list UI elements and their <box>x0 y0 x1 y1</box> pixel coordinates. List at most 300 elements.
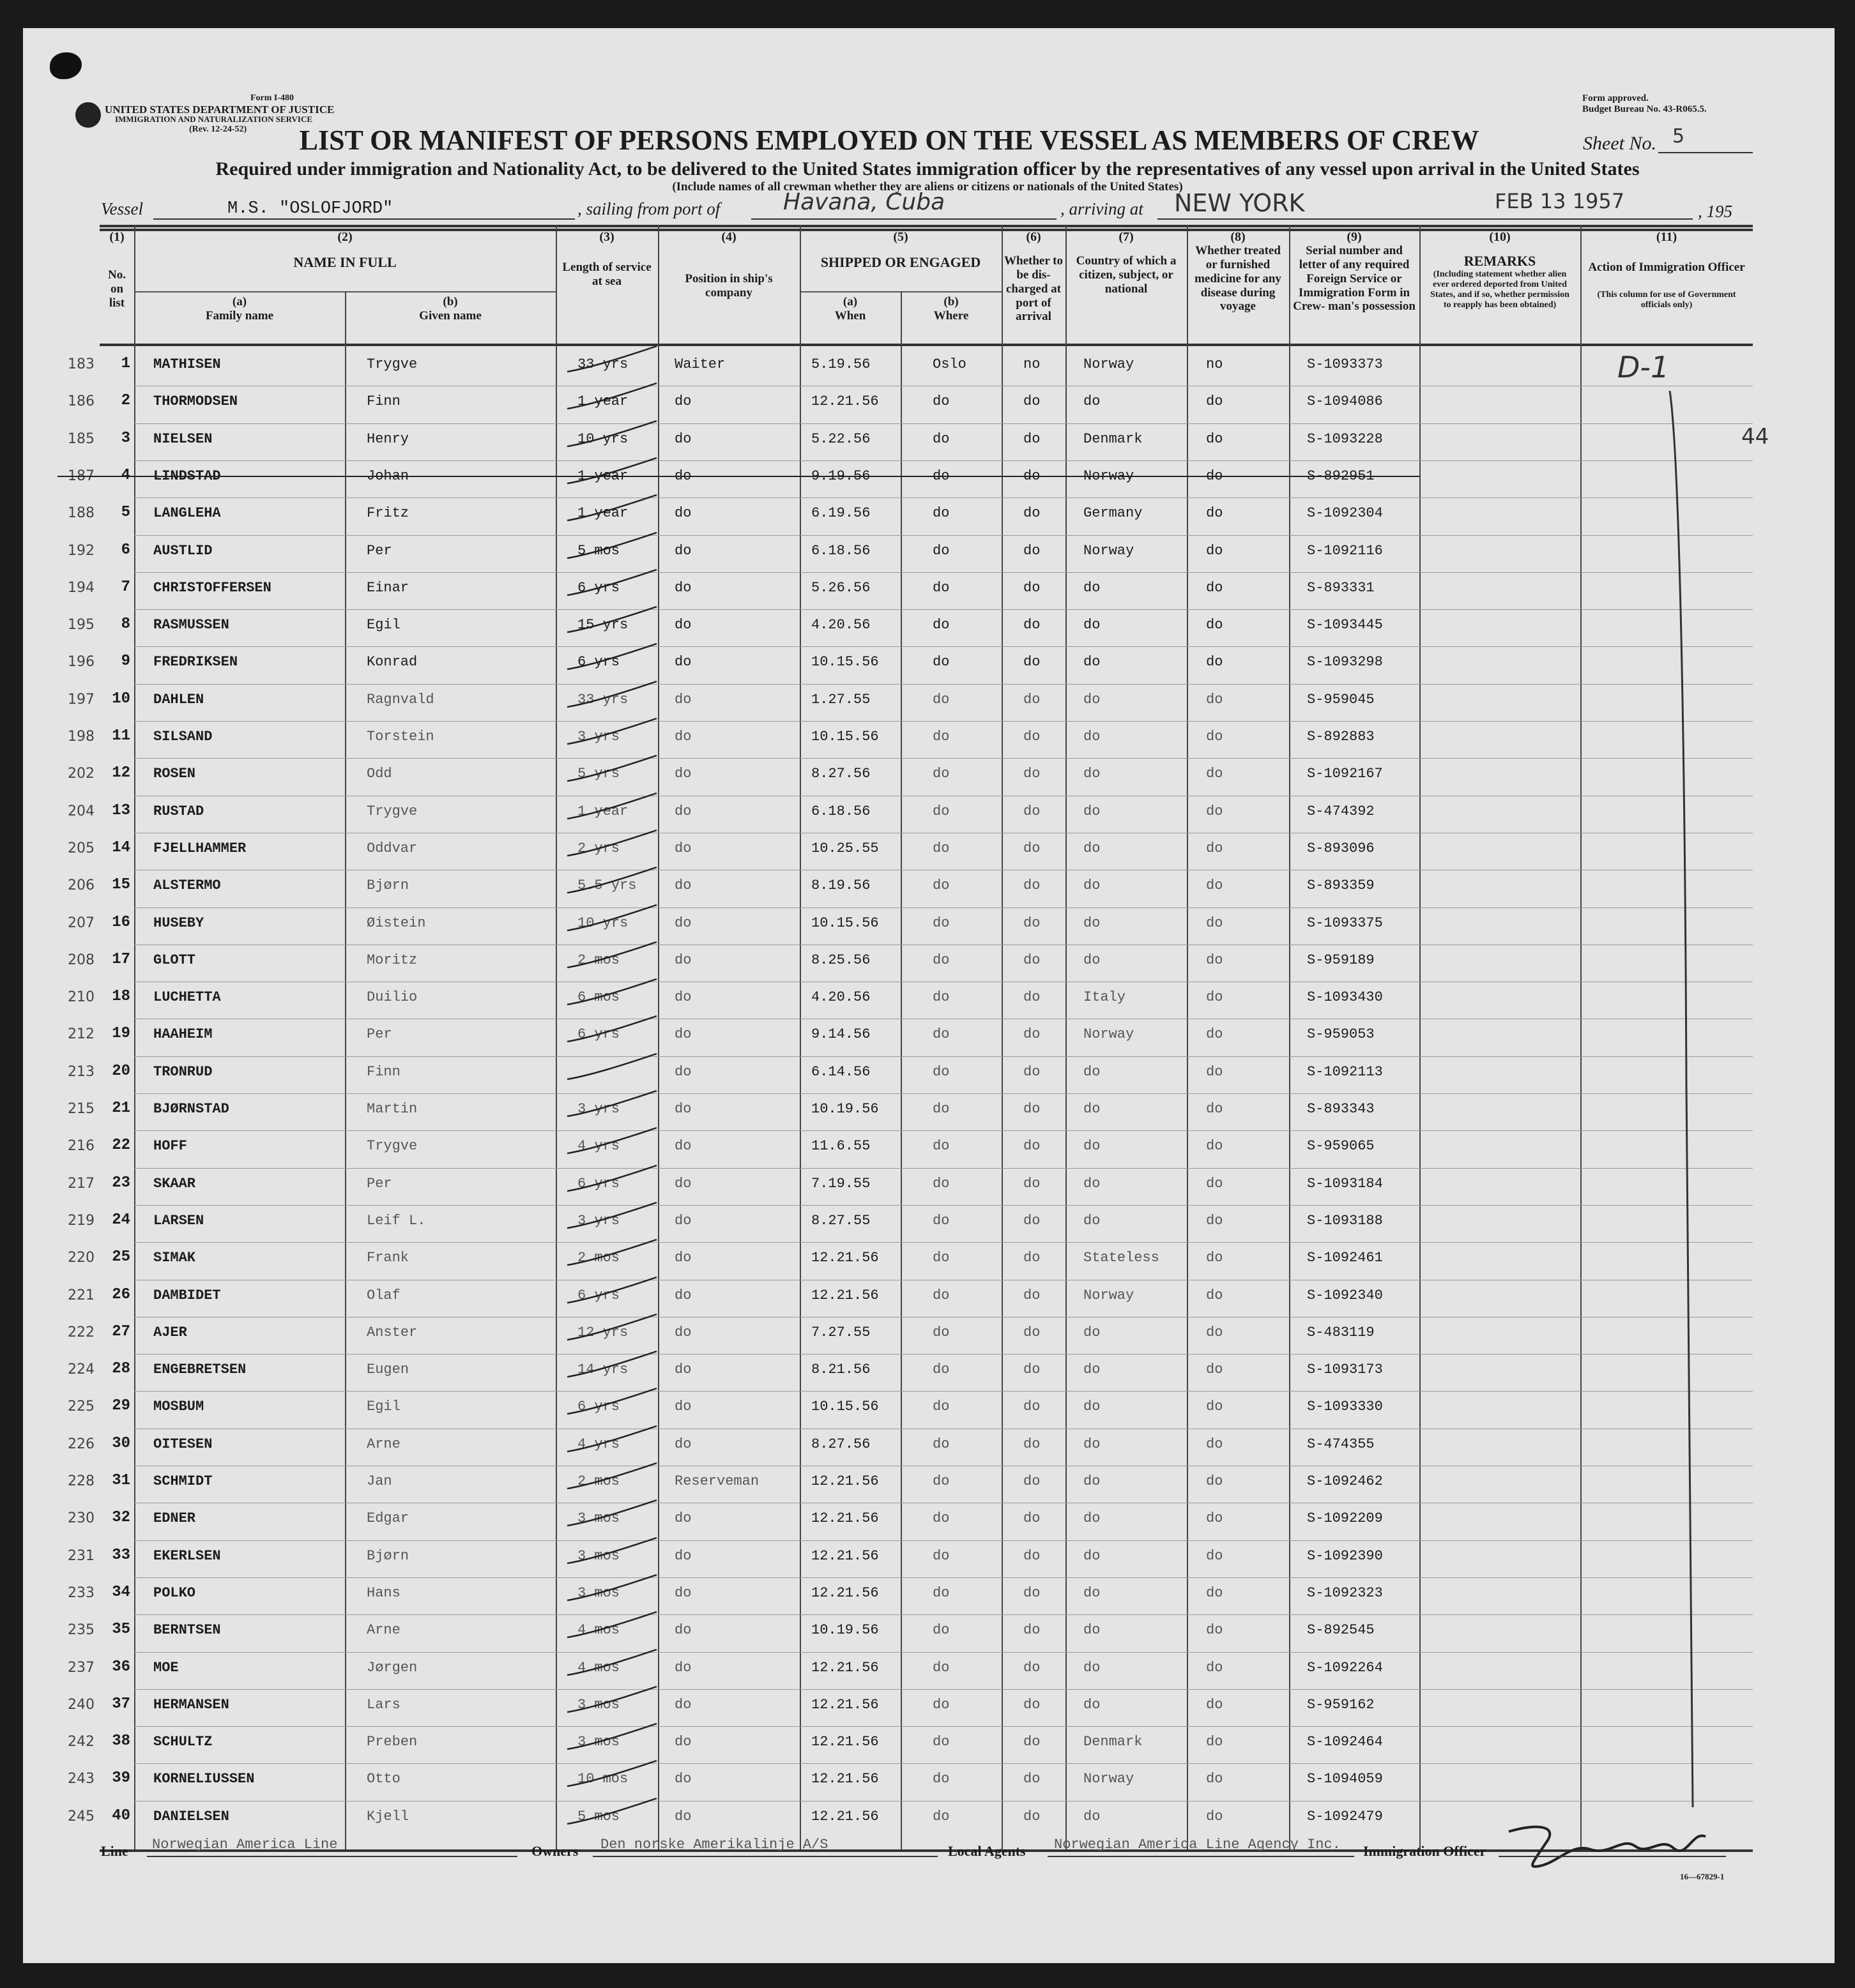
list-number: 245 <box>68 1809 95 1825</box>
cell-discharged: do <box>1023 468 1041 484</box>
row-rule <box>134 721 1753 722</box>
cell-given: Fritz <box>367 505 409 521</box>
cell-family: ENGEBRETSEN <box>153 1362 247 1377</box>
cell-position: do <box>675 431 692 447</box>
cell-medicine: do <box>1206 952 1223 968</box>
cell-family: DANIELSEN <box>153 1809 229 1825</box>
cell-position: do <box>675 1138 692 1154</box>
cell-discharged: do <box>1023 1399 1041 1415</box>
column-number-c6: (6) <box>1026 230 1041 244</box>
row-rule <box>134 646 1753 647</box>
cell-country: Norway <box>1083 356 1134 372</box>
service-checkmark <box>565 530 660 562</box>
row-number: 6 <box>121 542 130 559</box>
cell-given: Moritz <box>367 952 418 968</box>
cell-service: 33 yrs <box>577 692 629 708</box>
cell-serial: S-959053 <box>1307 1026 1375 1042</box>
cell-where: Oslo <box>933 356 966 372</box>
row-rule <box>134 423 1753 424</box>
year-prefix: , 195 <box>1698 202 1732 221</box>
owners-label: Owners <box>531 1843 579 1859</box>
cell-where: do <box>933 803 950 819</box>
cell-when: 6.18.56 <box>811 543 871 559</box>
column-rule <box>1065 225 1067 1849</box>
cell-service: 4 yrs <box>577 1138 620 1154</box>
cell-serial: S-474392 <box>1307 803 1375 819</box>
cell-medicine: do <box>1206 766 1223 782</box>
cell-where: do <box>933 505 950 521</box>
cell-where: do <box>933 1324 950 1340</box>
cell-service: 3 mos <box>577 1734 620 1750</box>
service: IMMIGRATION AND NATURALIZATION SERVICE <box>115 114 313 124</box>
cell-family: HAAHEIM <box>153 1026 213 1042</box>
column-header-c9: Serial number and letter of any required Foreign Service or Immigration Form in Crew- man's possession <box>1293 244 1416 314</box>
cell-where: do <box>933 1101 950 1117</box>
row-number: 20 <box>112 1063 130 1080</box>
cell-service: 2 yrs <box>577 840 620 856</box>
cell-when: 12.21.56 <box>811 1734 879 1750</box>
cell-when: 8.27.55 <box>811 1213 871 1229</box>
list-number: 213 <box>68 1064 95 1080</box>
cell-service: 15 yrs <box>577 617 629 633</box>
cell-country: do <box>1083 393 1101 409</box>
cell-family: DAMBIDET <box>153 1287 221 1303</box>
cell-when: 12.21.56 <box>811 1250 879 1266</box>
cell-country: Norway <box>1083 468 1134 484</box>
officer-bracket-line <box>1635 383 1725 1814</box>
cell-medicine: do <box>1206 505 1223 521</box>
cell-family: ALSTERMO <box>153 877 221 893</box>
cell-when: 8.19.56 <box>811 877 871 893</box>
form-title: LIST OR MANIFEST OF PERSONS EMPLOYED ON THE VESSEL AS MEMBERS OF CREW <box>299 125 1479 156</box>
row-number: 16 <box>112 914 130 931</box>
column-rule <box>800 225 801 1849</box>
cell-given: Torstein <box>367 729 434 745</box>
list-number: 240 <box>68 1697 95 1713</box>
list-number: 210 <box>68 989 95 1005</box>
cell-medicine: do <box>1206 729 1223 745</box>
cell-medicine: do <box>1206 1064 1223 1080</box>
list-number: 242 <box>68 1734 95 1750</box>
cell-when: 5.26.56 <box>811 580 871 596</box>
cell-serial: S-1094086 <box>1307 393 1383 409</box>
cell-where: do <box>933 431 950 447</box>
cell-medicine: do <box>1206 1473 1223 1489</box>
cell-country: do <box>1083 1176 1101 1192</box>
cell-country: do <box>1083 654 1101 670</box>
cell-medicine: do <box>1206 1101 1223 1117</box>
cell-serial: S-1093188 <box>1307 1213 1383 1229</box>
cell-service: 6 yrs <box>577 1026 620 1042</box>
cell-service: 5 yrs <box>577 766 620 782</box>
row-number: 5 <box>121 504 130 521</box>
cell-serial: S-1093375 <box>1307 915 1383 931</box>
service-checkmark <box>565 791 660 823</box>
service-checkmark <box>565 716 660 748</box>
cell-where: do <box>933 729 950 745</box>
form-approved: Form approved. <box>1582 93 1649 103</box>
cell-medicine: do <box>1206 580 1223 596</box>
row-number: 37 <box>112 1696 130 1713</box>
row-rule <box>134 1205 1753 1206</box>
cell-given: Arne <box>367 1436 401 1452</box>
subheader-where: Where <box>933 309 969 322</box>
line-value: Norwegian America Line <box>152 1837 338 1853</box>
cell-discharged: do <box>1023 1138 1041 1154</box>
cell-family: CHRISTOFFERSEN <box>153 580 271 596</box>
service-checkmark <box>565 1684 660 1716</box>
row-number: 4 <box>121 467 130 484</box>
owners-value: Den norske Amerikalinje A/S <box>600 1837 828 1853</box>
cell-medicine: do <box>1206 1213 1223 1229</box>
row-number: 40 <box>112 1807 130 1825</box>
column-rule <box>1580 225 1582 1849</box>
cell-service: 10 mos <box>577 1771 629 1787</box>
cell-service: 6 yrs <box>577 1287 620 1303</box>
cell-given: Jørgen <box>367 1660 418 1676</box>
cell-when: 1.27.55 <box>811 692 871 708</box>
cell-country: do <box>1083 1213 1101 1229</box>
cell-given: Edgar <box>367 1510 409 1526</box>
service-checkmark <box>565 753 660 785</box>
cell-where: do <box>933 915 950 931</box>
cell-serial: S-1092264 <box>1307 1660 1383 1676</box>
row-number: 39 <box>112 1770 130 1787</box>
column-number-c5: (5) <box>893 230 908 244</box>
table-top-rule <box>100 225 1753 227</box>
cell-position: do <box>675 543 692 559</box>
cell-service: 3 yrs <box>577 1213 620 1229</box>
cell-position: do <box>675 1660 692 1676</box>
budget-bureau: Budget Bureau No. 43-R065.5. <box>1582 104 1707 114</box>
cell-when: 10.15.56 <box>811 915 879 931</box>
column-rule <box>345 291 346 1849</box>
cell-medicine: do <box>1206 1399 1223 1415</box>
cell-family: SCHMIDT <box>153 1473 213 1489</box>
service-checkmark <box>565 455 660 487</box>
cell-family: BJØRNSTAD <box>153 1101 229 1117</box>
cell-where: do <box>933 1771 950 1787</box>
row-rule <box>134 1577 1753 1578</box>
cell-family: FREDRIKSEN <box>153 654 238 670</box>
service-checkmark <box>565 828 660 860</box>
column-rule <box>1419 225 1421 1849</box>
cell-service: 3 mos <box>577 1697 620 1713</box>
cell-discharged: do <box>1023 803 1041 819</box>
cell-where: do <box>933 1436 950 1452</box>
cell-where: do <box>933 989 950 1005</box>
cell-when: 10.19.56 <box>811 1101 879 1117</box>
cell-family: SKAAR <box>153 1176 196 1192</box>
cell-when: 4.20.56 <box>811 617 871 633</box>
cell-where: do <box>933 1064 950 1080</box>
cell-family: KORNELIUSSEN <box>153 1771 255 1787</box>
service-checkmark <box>565 1349 660 1381</box>
cell-country: do <box>1083 1660 1101 1676</box>
cell-given: Finn <box>367 393 401 409</box>
cell-when: 8.27.56 <box>811 1436 871 1452</box>
column-number-c9: (9) <box>1347 230 1362 244</box>
cell-country: do <box>1083 1510 1101 1526</box>
row-number: 33 <box>112 1547 130 1564</box>
cell-medicine: do <box>1206 1026 1223 1042</box>
cell-country: do <box>1083 1399 1101 1415</box>
cell-service: 6 yrs <box>577 1176 620 1192</box>
column-header-c4: Position in ship's company <box>685 272 773 300</box>
list-number: 192 <box>68 543 95 559</box>
cell-position: Waiter <box>675 356 726 372</box>
cell-given: Otto <box>367 1771 401 1787</box>
cell-given: Finn <box>367 1064 401 1080</box>
cell-discharged: do <box>1023 766 1041 782</box>
cell-where: do <box>933 840 950 856</box>
cell-discharged: do <box>1023 915 1041 931</box>
cell-country: do <box>1083 766 1101 782</box>
cell-given: Eugen <box>367 1362 409 1377</box>
cell-serial: S-1092464 <box>1307 1734 1383 1750</box>
cell-country: do <box>1083 1362 1101 1377</box>
cell-family: MATHISEN <box>153 356 221 372</box>
cell-position: do <box>675 1771 692 1787</box>
officer-signature <box>1501 1817 1731 1875</box>
cell-where: do <box>933 1548 950 1564</box>
cell-discharged: do <box>1023 1622 1041 1638</box>
row-rule <box>134 1056 1753 1057</box>
cell-family: FJELLHAMMER <box>153 840 247 856</box>
row-number: 21 <box>112 1100 130 1117</box>
column-rule <box>1002 225 1003 1849</box>
cell-service: 1 year <box>577 505 629 521</box>
form-subtitle: Required under immigration and Nationality Act, to be delivered to the United States immigration officer by the representatives of any vessel upon arrival in the United States <box>215 158 1640 179</box>
cell-family: LUCHETTA <box>153 989 221 1005</box>
service-checkmark <box>565 381 660 413</box>
cell-country: do <box>1083 877 1101 893</box>
cell-when: 5.22.56 <box>811 431 871 447</box>
cell-country: do <box>1083 1622 1101 1638</box>
cell-family: NIELSEN <box>153 431 213 447</box>
list-number: 195 <box>68 617 95 633</box>
remarks-note: (Including statement whether alien ever ordered deported from United States, and if so, whether permission to reapply has been obtained) <box>1430 269 1569 310</box>
cell-when: 12.21.56 <box>811 393 879 409</box>
list-number: 222 <box>68 1324 95 1340</box>
row-number: 34 <box>112 1584 130 1601</box>
list-number: 206 <box>68 877 95 893</box>
cell-discharged: do <box>1023 1324 1041 1340</box>
cell-serial: S-1092462 <box>1307 1473 1383 1489</box>
service-checkmark <box>565 641 660 673</box>
cell-country: do <box>1083 1101 1101 1117</box>
cell-service: 2 mos <box>577 1250 620 1266</box>
cell-when: 12.21.56 <box>811 1548 879 1564</box>
cell-where: do <box>933 393 950 409</box>
row-number: 7 <box>121 579 130 596</box>
cell-given: Per <box>367 543 392 559</box>
cell-serial: S-1092323 <box>1307 1585 1383 1601</box>
cell-family: LANGLEHA <box>153 505 221 521</box>
cell-serial: S-1093373 <box>1307 356 1383 372</box>
column-rule <box>1289 225 1290 1849</box>
service-checkmark <box>565 1758 660 1790</box>
cell-medicine: do <box>1206 1585 1223 1601</box>
cell-when: 12.21.56 <box>811 1660 879 1676</box>
row-rule <box>134 1726 1753 1727</box>
column-header-c6: Whether to be dis- charged at port of arrival <box>1004 254 1063 324</box>
cell-service: 1 year <box>577 468 629 484</box>
cell-position: do <box>675 840 692 856</box>
column-number-c7: (7) <box>1118 230 1134 244</box>
row-rule <box>134 1614 1753 1615</box>
cell-where: do <box>933 1660 950 1676</box>
cell-family: HUSEBY <box>153 915 204 931</box>
cell-given: Arne <box>367 1622 401 1638</box>
cell-given: Jan <box>367 1473 392 1489</box>
cell-discharged: do <box>1023 1734 1041 1750</box>
cell-service: 33 yrs <box>577 356 629 372</box>
cell-discharged: do <box>1023 1809 1041 1825</box>
cell-where: do <box>933 1622 950 1638</box>
form-note: (Include names of all crewman whether they are aliens or citizens or nationals of the United States) <box>672 180 1183 193</box>
cell-serial: S-1094059 <box>1307 1771 1383 1787</box>
cell-where: do <box>933 1213 950 1229</box>
cell-medicine: do <box>1206 1362 1223 1377</box>
service-checkmark <box>565 567 660 599</box>
cell-service: 12 yrs <box>577 1324 629 1340</box>
service-checkmark <box>565 1275 660 1307</box>
service-checkmark <box>565 1200 660 1232</box>
column-header-c7: Country of which a citizen, subject, or national <box>1076 254 1177 296</box>
subheader-given-name: Given name <box>419 309 482 322</box>
row-number: 32 <box>112 1509 130 1526</box>
cell-when: 12.21.56 <box>811 1585 879 1601</box>
cell-service: 1 year <box>577 393 629 409</box>
row-number: 14 <box>112 839 130 856</box>
service-checkmark <box>565 1721 660 1753</box>
cell-medicine: do <box>1206 431 1223 447</box>
column-rule <box>901 291 902 1849</box>
service-checkmark <box>565 1125 660 1157</box>
cell-medicine: no <box>1206 356 1223 372</box>
cell-serial: S-893359 <box>1307 877 1375 893</box>
cell-serial: S-959065 <box>1307 1138 1375 1154</box>
cell-when: 6.18.56 <box>811 803 871 819</box>
row-rule <box>134 758 1753 759</box>
row-rule <box>134 535 1753 536</box>
list-number: 225 <box>68 1399 95 1415</box>
cell-service: 5 mos <box>577 543 620 559</box>
cell-medicine: do <box>1206 915 1223 931</box>
cell-position: do <box>675 766 692 782</box>
cell-country: do <box>1083 1809 1101 1825</box>
row-rule <box>134 1689 1753 1690</box>
cell-serial: S-892951 <box>1307 468 1375 484</box>
column-rule <box>1187 225 1188 1849</box>
cell-medicine: do <box>1206 1697 1223 1713</box>
cell-discharged: do <box>1023 1064 1041 1080</box>
cell-discharged: do <box>1023 1510 1041 1526</box>
cell-family: DAHLEN <box>153 692 204 708</box>
cell-position: do <box>675 1585 692 1601</box>
list-number: 197 <box>68 692 95 708</box>
list-number: 207 <box>68 915 95 931</box>
cell-serial: S-892545 <box>1307 1622 1375 1638</box>
row-number: 22 <box>112 1137 130 1154</box>
cell-discharged: do <box>1023 505 1041 521</box>
cell-serial: S-1093330 <box>1307 1399 1383 1415</box>
cell-discharged: do <box>1023 1473 1041 1489</box>
cell-discharged: do <box>1023 1660 1041 1676</box>
cell-position: do <box>675 1064 692 1080</box>
cell-position: do <box>675 803 692 819</box>
cell-where: do <box>933 877 950 893</box>
list-number: 204 <box>68 803 95 819</box>
cell-given: Anster <box>367 1324 418 1340</box>
cell-discharged: do <box>1023 877 1041 893</box>
subheader-b-num: (b) <box>443 295 458 308</box>
cell-family: HOFF <box>153 1138 187 1154</box>
cell-given: Odd <box>367 766 392 782</box>
cell-position: do <box>675 989 692 1005</box>
row-rule <box>134 1763 1753 1764</box>
sheet-number: 5 <box>1672 125 1685 148</box>
list-number: 219 <box>68 1213 95 1229</box>
cell-given: Per <box>367 1176 392 1192</box>
cell-given: Trygve <box>367 356 418 372</box>
row-number: 28 <box>112 1360 130 1377</box>
cell-serial: S-1092461 <box>1307 1250 1383 1266</box>
cell-when: 6.14.56 <box>811 1064 871 1080</box>
list-number: 230 <box>68 1510 95 1526</box>
cell-service: 5.5 yrs <box>577 877 637 893</box>
cell-medicine: do <box>1206 692 1223 708</box>
cell-country: do <box>1083 729 1101 745</box>
cell-country: do <box>1083 580 1101 596</box>
cell-family: GLOTT <box>153 952 196 968</box>
cell-medicine: do <box>1206 1660 1223 1676</box>
cell-country: do <box>1083 803 1101 819</box>
row-rule <box>134 907 1753 908</box>
vessel-underline <box>153 218 575 220</box>
cell-when: 12.21.56 <box>811 1771 879 1787</box>
cell-service: 4 mos <box>577 1622 620 1638</box>
cell-when: 12.21.56 <box>811 1473 879 1489</box>
service-checkmark <box>565 604 660 636</box>
cell-family: RUSTAD <box>153 803 204 819</box>
row-number: 19 <box>112 1025 130 1042</box>
list-number: 243 <box>68 1771 95 1787</box>
cell-serial: S-1093173 <box>1307 1362 1383 1377</box>
cell-given: Oddvar <box>367 840 418 856</box>
cell-service: 3 mos <box>577 1510 620 1526</box>
cell-position: do <box>675 877 692 893</box>
cell-serial: S-1092116 <box>1307 543 1383 559</box>
cell-serial: S-959189 <box>1307 952 1375 968</box>
cell-position: do <box>675 1176 692 1192</box>
cell-where: do <box>933 1176 950 1192</box>
service-checkmark <box>565 976 660 1008</box>
agents-value: Norwegian America Line Agency Inc. <box>1054 1837 1341 1853</box>
cell-given: Lars <box>367 1697 401 1713</box>
service-checkmark <box>565 1647 660 1679</box>
cell-medicine: do <box>1206 468 1223 484</box>
cell-given: Kjell <box>367 1809 409 1825</box>
cell-medicine: do <box>1206 1510 1223 1526</box>
cell-discharged: do <box>1023 617 1041 633</box>
arrival-underline <box>1157 218 1496 220</box>
service-checkmark <box>565 939 660 971</box>
cell-serial: S-892883 <box>1307 729 1375 745</box>
row-number: 13 <box>112 802 130 819</box>
cell-medicine: do <box>1206 1734 1223 1750</box>
